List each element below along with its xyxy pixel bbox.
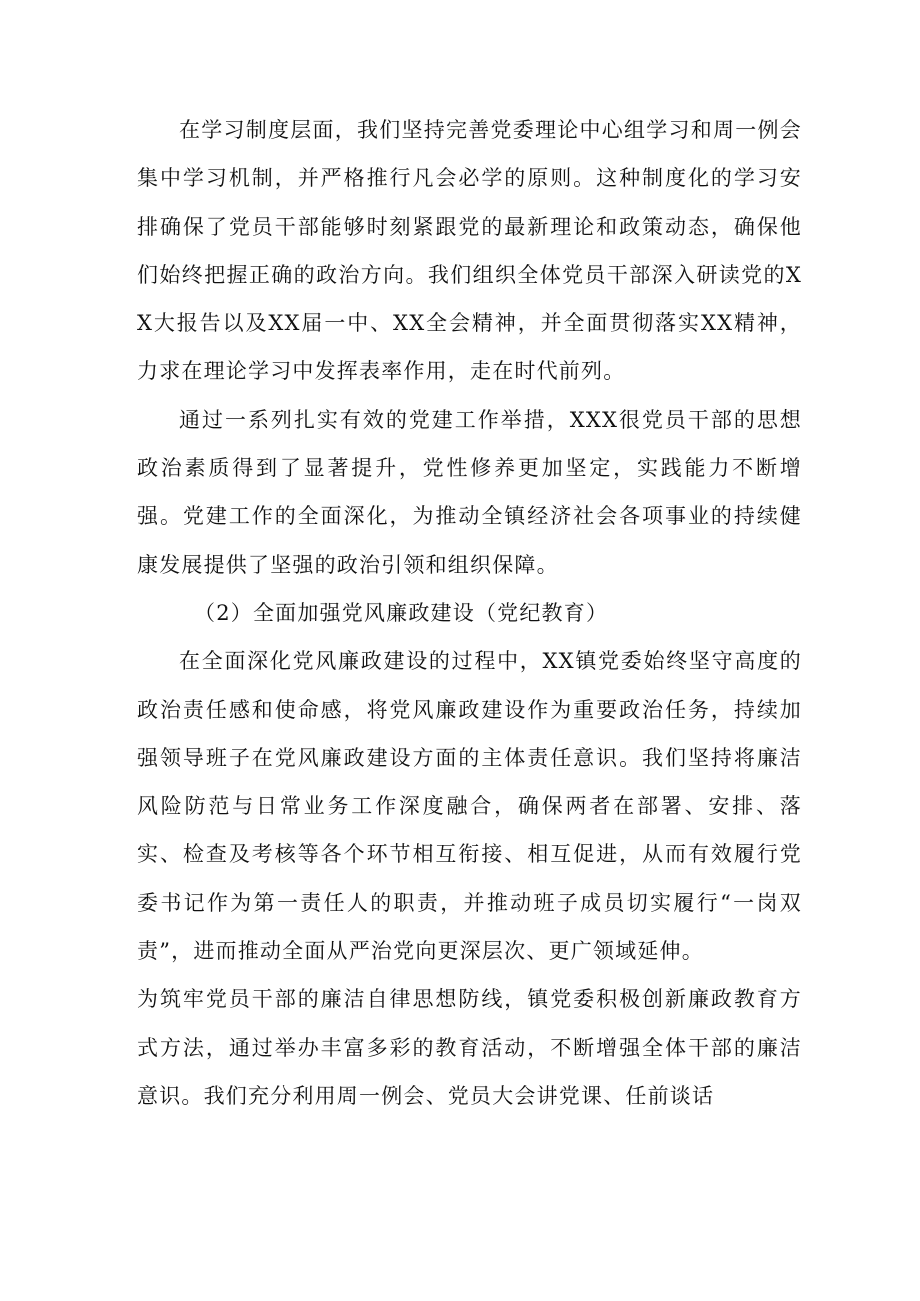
paragraph-integrity-education: 为筑牢党员干部的廉洁自律思想防线，镇党委积极创新廉政教育方式方法，通过举办丰富多彩的教育活动，不断增强全体干部的廉洁意识。我们充分利用周一例会、党员大会讲党课、任前谈话 <box>137 987 802 1108</box>
paragraph-study-system: 在学习制度层面，我们坚持完善党委理论中心组学习和周一例会集中学习机制，并严格推行凡会必学的原则。这种制度化的学习安排确保了党员干部能够时刻紧跟党的最新理论和政策动态，确保他们始终把握正确的政治方向。我们组织全体党员干部深入研读党的XX大报告以及XX届一中、XX全会精神，并全面贯彻落实XX精神，力求在理论学习中发挥表率作用，走在时代前列。 <box>137 118 802 384</box>
section-heading: （2）全面加强党风廉政建设（党纪教育） <box>194 600 609 625</box>
paragraph-clean-government: 在全面深化党风廉政建设的过程中，XX镇党委始终坚守高度的政治责任感和使命感，将党风廉政建设作为重要政治任务，持续加强领导班子在党风廉政建设方面的主体责任意识。我们坚持将廉洁风险防范与日常业务工作深度融合，确保两者在部署、安排、落实、检查及考核等各个环节相互衔接、相互促进，从而有效履行党委书记作为第一责任人的职责，并推动班子成员切实履行“一岗双责”，进而推动全面从严治党向更深层次、更广领域延伸。 <box>137 649 802 964</box>
paragraph-party-building-results: 通过一系列扎实有效的党建工作举措，XXX很党员干部的思想政治素质得到了显著提升，党性修养更加坚定，实践能力不断增强。党建工作的全面深化，为推动全镇经济社会各项事业的持续健康发展提供了坚强的政治引领和组织保障。 <box>137 407 802 577</box>
document-body <box>137 106 802 1120</box>
